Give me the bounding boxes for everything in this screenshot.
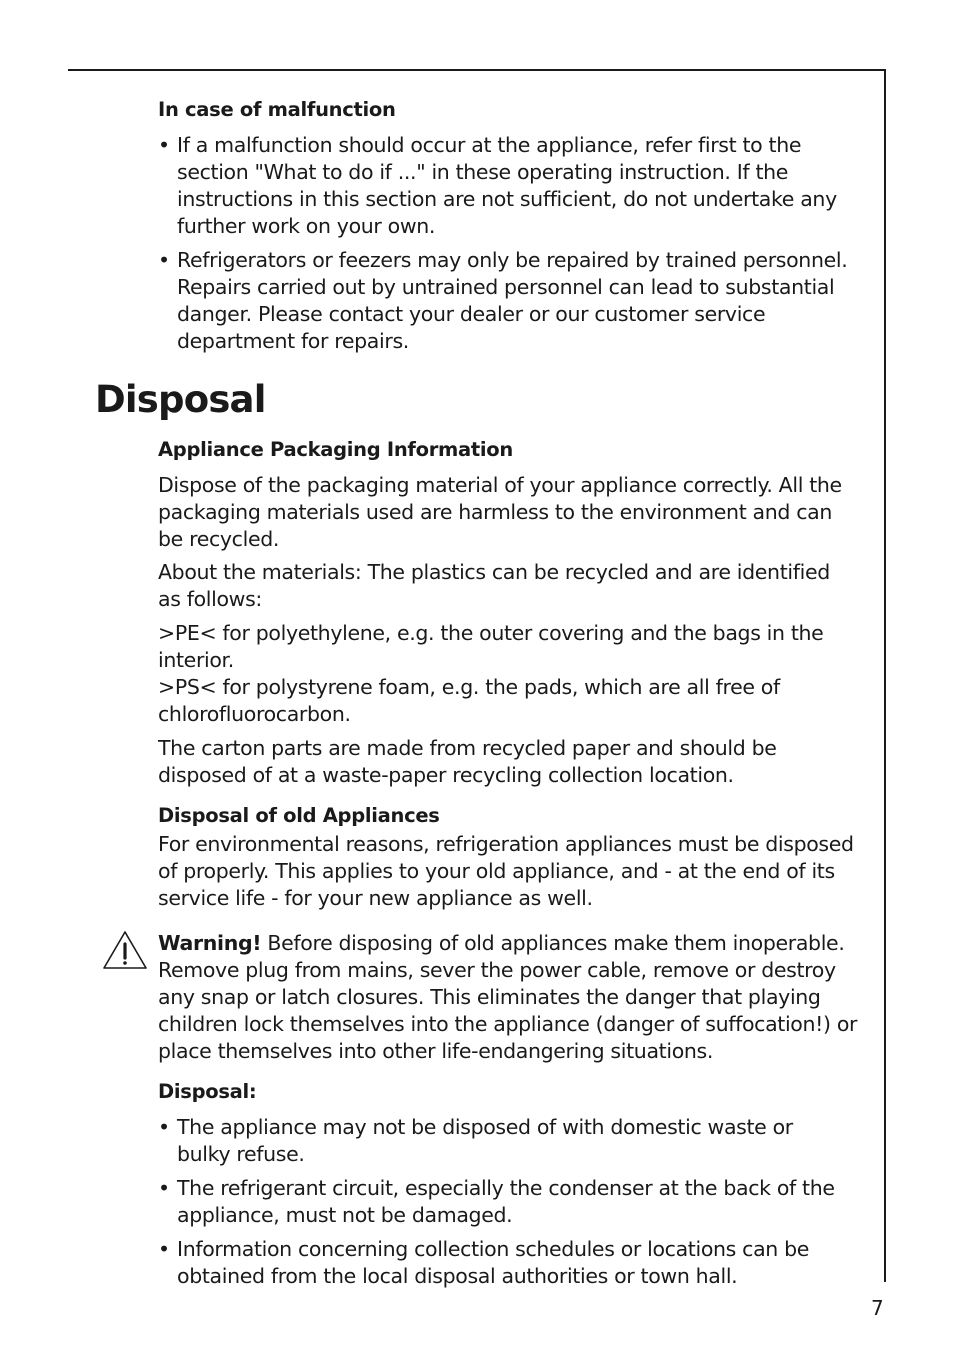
list-item: • The appliance may not be disposed of with domestic waste or bulky refuse. [158, 1114, 848, 1168]
ps-paragraph: >PS< for polystyrene foam, e.g. the pads, which are all free of chlorofluorocarbon. [158, 675, 780, 726]
packaging-heading: Appliance Packaging Information [158, 438, 513, 461]
warning-label: Warning! [158, 931, 262, 955]
malfunction-list [158, 132, 848, 355]
old-appliances-paragraph: For environmental reasons, refrigeration appliances must be disposed of properly. This applies to your old appliance, and - at the end of its service life - for your new appliance as well. [158, 832, 854, 910]
pe-paragraph: >PE< for polyethylene, e.g. the outer covering and the bags in the interior. [158, 621, 824, 672]
warning-triangle-icon [102, 929, 148, 971]
page-title: Disposal [95, 378, 266, 421]
warning-text: Before disposing of old appliances make them inoperable. Remove plug from mains, sever the power cable, remove or destroy any snap or latch closures. This eliminates the danger that playing children lock themselves into the appliance (danger of suffocation!) or place themselves into other life-endangering situations. [158, 931, 858, 1063]
right-rule [884, 69, 886, 1282]
list-item: • Information concerning collection schedules or locations can be obtained from the local disposal authorities or town hall. [158, 1236, 848, 1290]
warning-paragraph [158, 930, 858, 1065]
list-item: • Refrigerators or feezers may only be repaired by trained personnel. Repairs carried out by untrained personnel can lead to substantial danger. Please contact your dealer or our customer service department for repairs. [158, 247, 848, 355]
materials-paragraph: About the materials: The plastics can be recycled and are identified as follows: [158, 560, 830, 611]
disposal-rules-heading: Disposal: [158, 1080, 257, 1103]
old-appliances-heading: Disposal of old Appliances [158, 804, 440, 827]
malfunction-heading: In case of malfunction [158, 98, 396, 121]
page-number: 7 [871, 1296, 884, 1320]
carton-paragraph: The carton parts are made from recycled paper and should be disposed of at a waste-paper recycling collection location. [158, 736, 777, 787]
disposal-rules-list [158, 1114, 848, 1290]
top-rule [68, 69, 886, 71]
list-item: • If a malfunction should occur at the appliance, refer first to the section "What to do if ..." in these operating instruction. If the instructions in this section are not sufficient, do not undertake any further work on your own. [158, 132, 848, 240]
packaging-paragraph: Dispose of the packaging material of your appliance correctly. All the packaging materials used are harmless to the environment and can be recycled. [158, 473, 842, 551]
list-item: • The refrigerant circuit, especially the condenser at the back of the appliance, must not be damaged. [158, 1175, 848, 1229]
